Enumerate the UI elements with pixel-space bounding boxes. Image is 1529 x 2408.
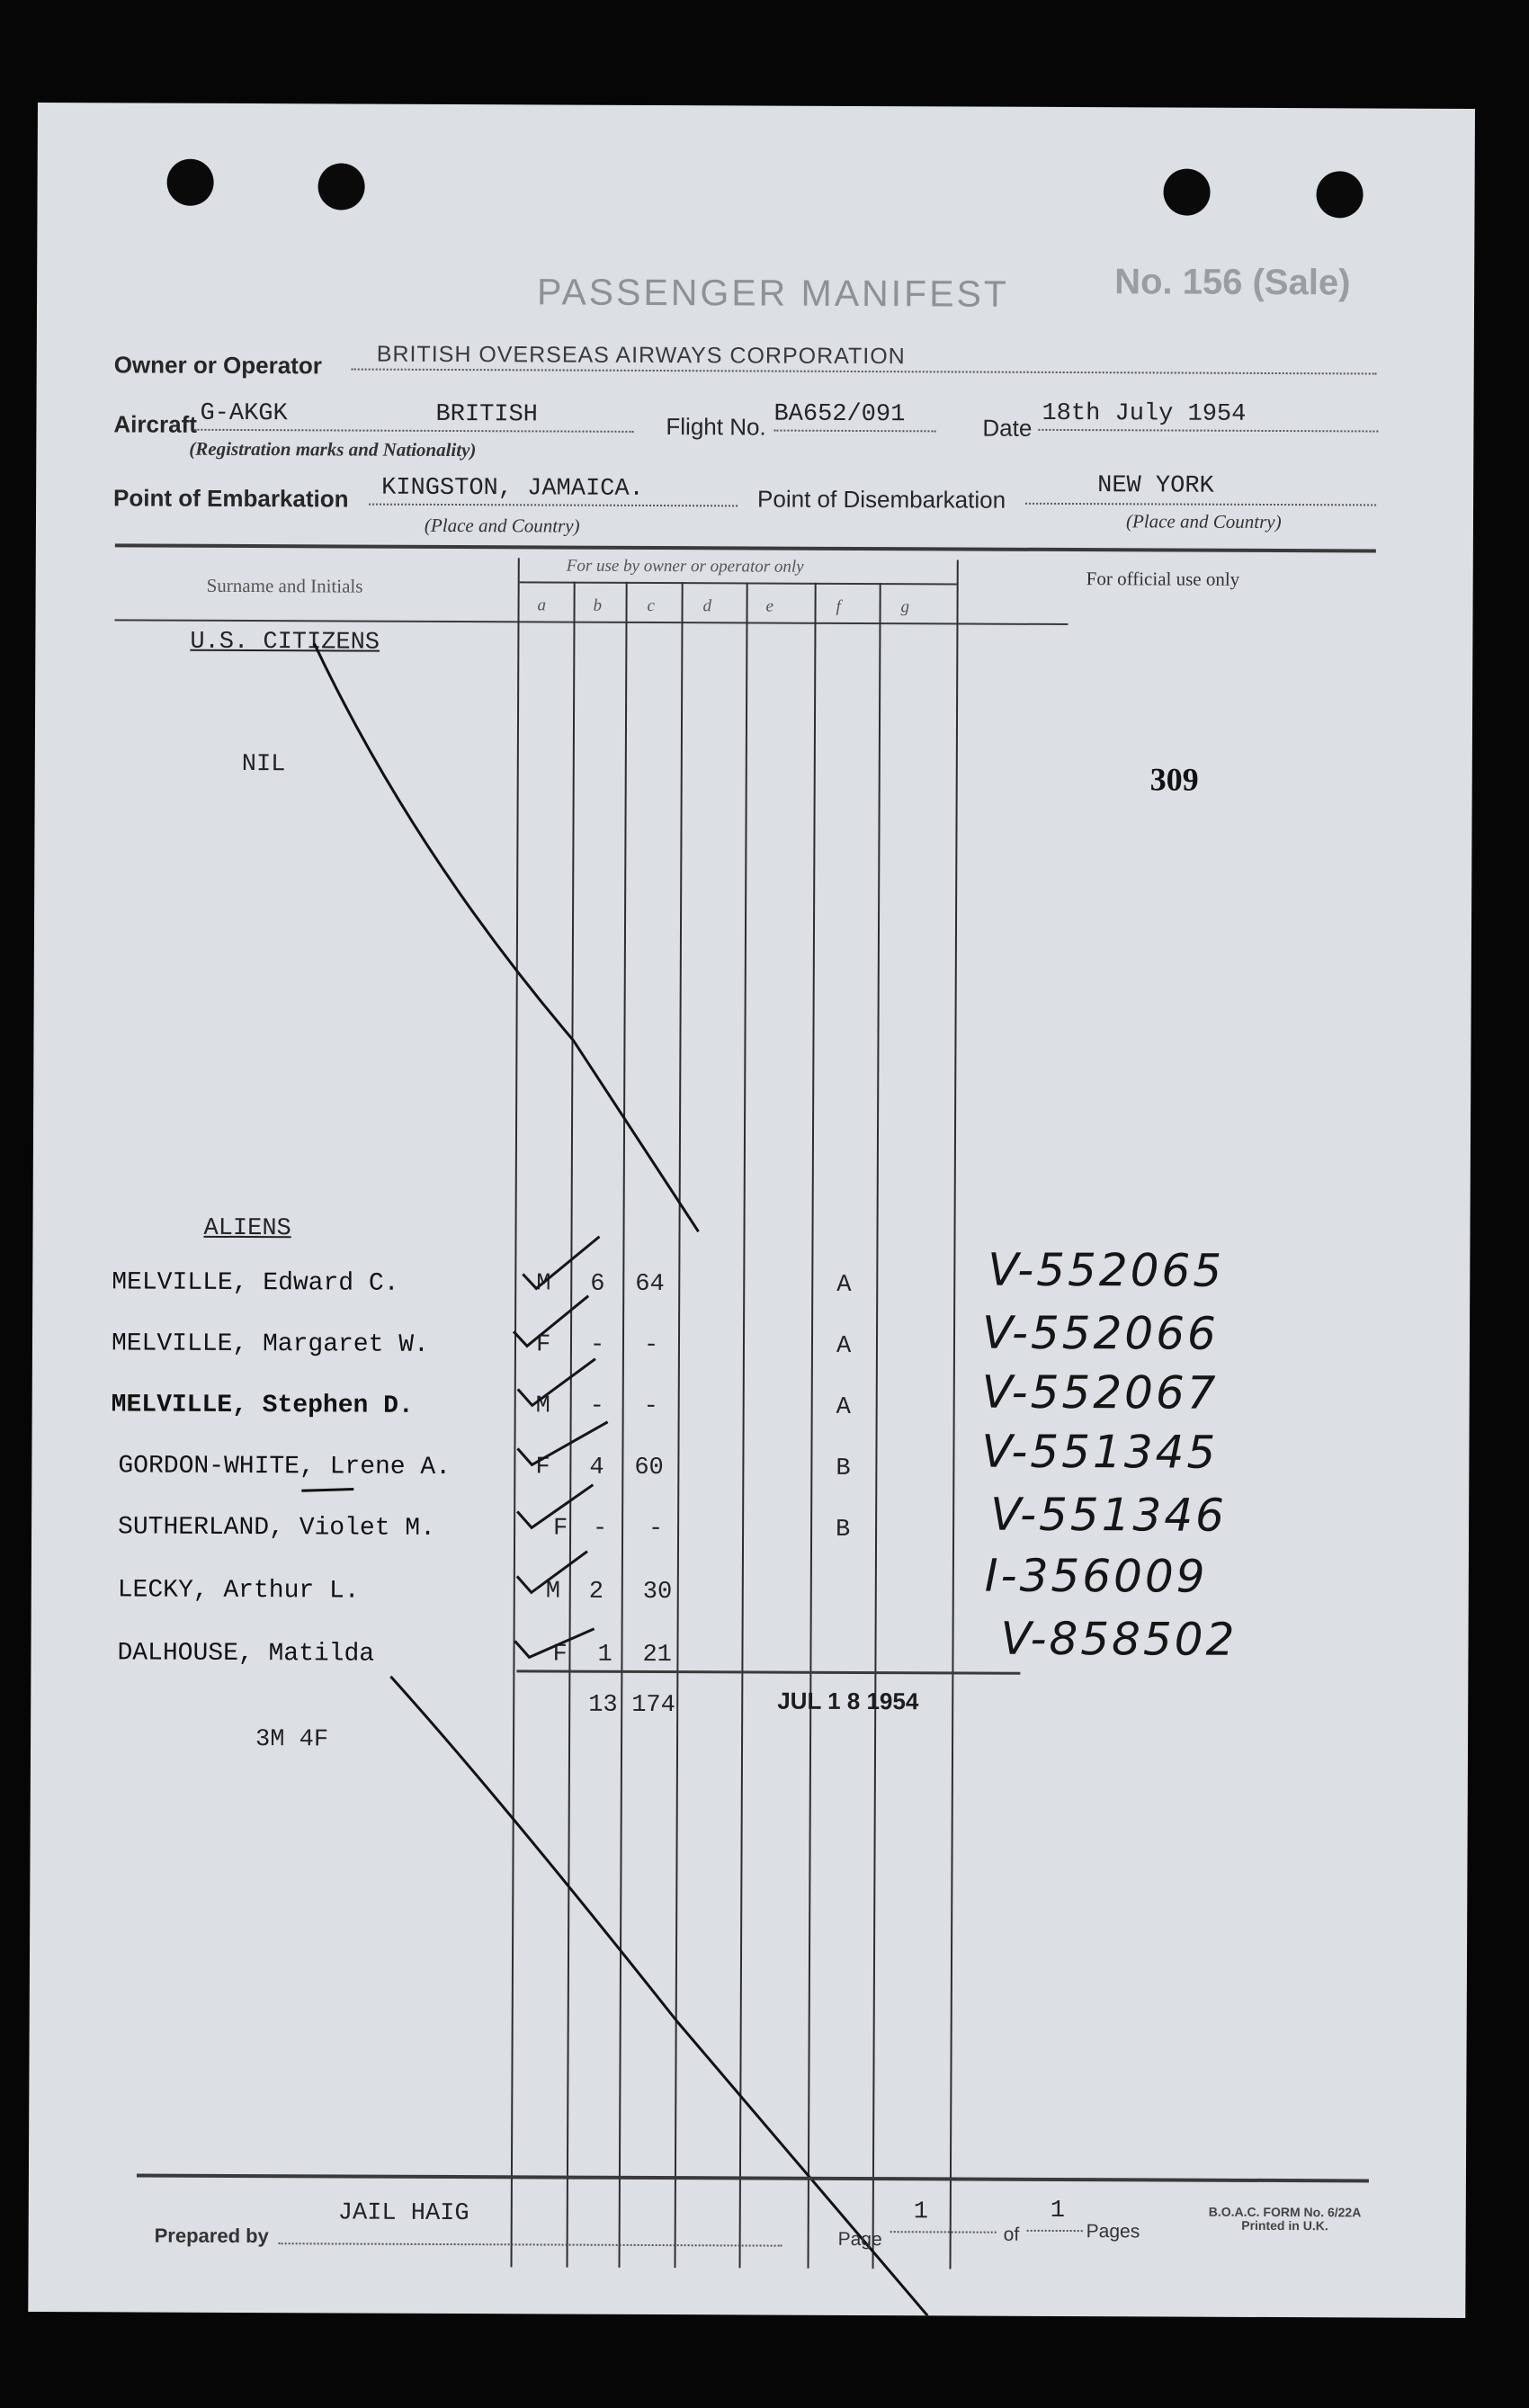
page-label: Page [837, 2228, 882, 2251]
passenger-col-b: 1 [597, 1641, 612, 1669]
disembark-label: Point of Disembarkation [757, 485, 1006, 514]
col-f-header: f [836, 596, 841, 616]
date-value: 18th July 1954 [1042, 399, 1247, 428]
col-b-header: b [593, 595, 603, 615]
pages-value: 1 [1050, 2197, 1066, 2225]
flight-value: BA652/091 [773, 400, 906, 429]
official-use-header: For official use only [1086, 568, 1240, 590]
passenger-sex: F [552, 1641, 568, 1669]
passenger-col-f: A [836, 1332, 852, 1360]
prepared-value: JAIL HAIG [337, 2199, 469, 2228]
name-underline-mark [301, 1489, 353, 1490]
passenger-sex: M [545, 1578, 561, 1606]
form-reference [1209, 2206, 1362, 2233]
aircraft-label: Aircraft [113, 410, 197, 438]
total-col-b: 13 [588, 1691, 618, 1719]
passenger-col-b: 2 [588, 1578, 604, 1606]
form-number: No. 156 (Sale) [1114, 262, 1351, 303]
check-mark-icon [512, 1236, 608, 1657]
passenger-sex: M [535, 1392, 550, 1420]
owner-label: Owner or Operator [113, 351, 322, 380]
passenger-sex: F [553, 1515, 568, 1543]
date-label: Date [982, 414, 1033, 442]
embark-label: Point of Embarkation [113, 484, 349, 513]
passenger-col-b: - [593, 1515, 608, 1543]
date-stamp: JUL 1 8 1954 [777, 1687, 919, 1715]
annotation-strokes [28, 103, 1475, 2318]
passenger-col-b: - [589, 1392, 604, 1420]
passenger-col-c: - [648, 1515, 664, 1544]
embark-sublabel: (Place and Country) [424, 514, 580, 537]
passenger-col-f: A [836, 1271, 852, 1299]
passenger-col-c: 60 [634, 1454, 664, 1482]
passenger-sex: F [535, 1454, 550, 1482]
of-label: of [1003, 2224, 1020, 2245]
passenger-col-c: 30 [642, 1578, 673, 1607]
passenger-col-c: 64 [635, 1270, 665, 1299]
aircraft-value: G-AKGK [200, 399, 288, 428]
pages-underline [1027, 2230, 1083, 2232]
passenger-official-number: V-552066 [981, 1306, 1219, 1360]
passenger-official-number: V-551345 [981, 1425, 1219, 1479]
cancel-stroke-upper [312, 643, 702, 1231]
passenger-sex: M [536, 1270, 551, 1298]
col-d-header: d [702, 596, 712, 616]
passenger-official-number: V-552065 [988, 1243, 1225, 1297]
surname-header: Surname and Initials [206, 574, 363, 597]
embark-value: KINGSTON, JAMAICA. [381, 474, 644, 503]
aliens-heading: ALIENS [203, 1214, 291, 1243]
passenger-col-b: - [589, 1331, 605, 1359]
nil-entry: NIL [241, 750, 286, 779]
form-title: PASSENGER MANIFEST [536, 271, 1010, 315]
disembark-value: NEW YORK [1097, 472, 1214, 500]
aircraft-sublabel: (Registration marks and Nationality) [189, 437, 477, 461]
page-value: 1 [913, 2198, 929, 2226]
passenger-name: SUTHERLAND, Violet M. [118, 1513, 436, 1543]
total-col-c: 174 [631, 1691, 675, 1720]
col-c-header: c [647, 595, 656, 615]
passenger-col-b: 6 [590, 1270, 605, 1298]
col-e-header: e [765, 596, 774, 616]
col-a-header: a [537, 595, 547, 615]
col-g-header: g [900, 597, 910, 617]
passenger-name: LECKY, Arthur L. [117, 1576, 360, 1606]
passenger-col-f: B [836, 1516, 851, 1544]
passenger-col-c: - [643, 1331, 659, 1360]
pages-label: Pages [1086, 2221, 1140, 2242]
cancel-stroke-lower [388, 1677, 930, 2316]
sex-summary: 3M 4F [255, 1726, 329, 1754]
passenger-name: GORDON-WHITE, Lrene A. [118, 1452, 452, 1482]
passenger-official-number: I-356009 [984, 1549, 1208, 1603]
passenger-col-c: - [643, 1392, 658, 1421]
passenger-official-number: V-552067 [981, 1365, 1219, 1419]
passenger-name: MELVILLE, Margaret W. [111, 1329, 429, 1359]
passenger-name: MELVILLE, Edward C. [112, 1268, 399, 1298]
passenger-name: MELVILLE, Stephen D. [111, 1391, 414, 1420]
prepared-label: Prepared by [154, 2224, 269, 2248]
passenger-official-number: V-858502 [1000, 1612, 1238, 1666]
flight-label: Flight No. [666, 413, 766, 441]
passenger-name: DALHOUSE, Matilda [117, 1639, 375, 1669]
passenger-col-f: A [836, 1393, 851, 1421]
passenger-col-b: 4 [589, 1454, 604, 1482]
passenger-col-f: B [836, 1455, 851, 1482]
official-number: 309 [1149, 761, 1199, 798]
passenger-sex: F [535, 1331, 551, 1359]
us-citizens-heading: U.S. CITIZENS [190, 628, 380, 657]
disembark-sublabel: (Place and Country) [1125, 510, 1282, 533]
owner-use-header: For use by owner or operator only [566, 556, 804, 577]
nationality-value: BRITISH [435, 400, 538, 429]
form-reference-line2: Printed in U.K. [1241, 2217, 1328, 2233]
manifest-sheet [28, 103, 1475, 2318]
passenger-col-c: 21 [642, 1641, 672, 1669]
passenger-official-number: V-551346 [990, 1488, 1228, 1542]
owner-value: BRITISH OVERSEAS AIRWAYS CORPORATION [376, 341, 906, 370]
form-reference-line1: B.O.A.C. FORM No. 6/22A [1208, 2204, 1362, 2220]
